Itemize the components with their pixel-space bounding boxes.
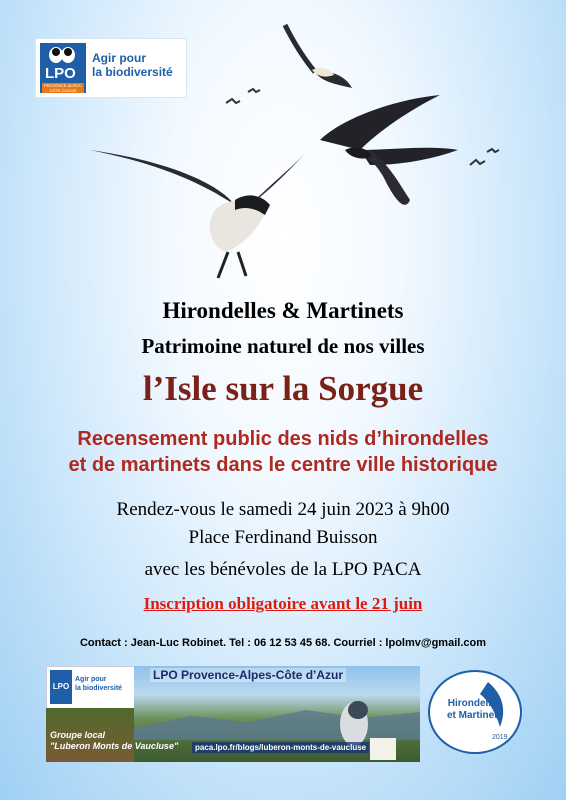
meeting-with: avec les bénévoles de la LPO PACA	[144, 559, 422, 580]
emblem-year: 2019	[492, 734, 508, 741]
swallow-bird-icon	[90, 148, 310, 278]
logo-region: PROVENCE-ALPES-CÔTE D'AZUR	[43, 83, 82, 93]
swift-bird-icon	[320, 95, 458, 205]
footer-lpo-logo	[46, 666, 136, 710]
hirondelles-martinets-emblem	[428, 670, 522, 754]
registration-notice: Inscription obligatoire avant le 21 juin	[143, 594, 423, 613]
meeting-details	[0, 496, 566, 584]
footer-local-group: Groupe local "Luberon Monts de Vaucluse"	[50, 730, 179, 751]
small-swallow-bird-icon	[285, 25, 352, 88]
distant-bird-icon	[470, 160, 485, 165]
census-line-2: et de martinets dans le centre ville historique	[68, 454, 498, 476]
footer-banner-title: LPO Provence-Alpes-Côte d’Azur	[150, 668, 346, 682]
distant-bird-icon	[248, 89, 260, 92]
contact-info: Contact : Jean-Luc Robinet. Tel : 06 12 53 45 68. Courriel : lpolmv@gmail.com	[79, 637, 486, 649]
distant-bird-icon	[226, 99, 240, 103]
distant-bird-icon	[487, 149, 499, 152]
headline-title: Hirondelles & Martinets	[162, 298, 404, 323]
logo-tagline: Agir pour la biodiversité	[92, 51, 173, 79]
birds-illustration	[0, 0, 566, 300]
census-description	[0, 426, 566, 478]
census-line-1: Recensement public des nids d’hirondelles	[77, 428, 489, 450]
logo-brand: LPO	[45, 65, 76, 82]
emblem-text: Hirondelles et Martinets	[446, 698, 504, 721]
meeting-when: Rendez-vous le samedi 24 juin 2023 à 9h00	[116, 499, 450, 520]
meeting-where: Place Ferdinand Buisson	[188, 527, 378, 548]
town-name: l’Isle sur la Sorgue	[142, 369, 424, 408]
footer-logo-tagline: Agir pour la biodiversité	[75, 676, 123, 692]
headline-subtitle: Patrimoine naturel de nos villes	[141, 334, 425, 358]
footer-url: paca.lpo.fr/blogs/luberon-monts-de-vaucluse	[192, 742, 369, 753]
footer-logo-brand: LPO	[50, 670, 72, 704]
